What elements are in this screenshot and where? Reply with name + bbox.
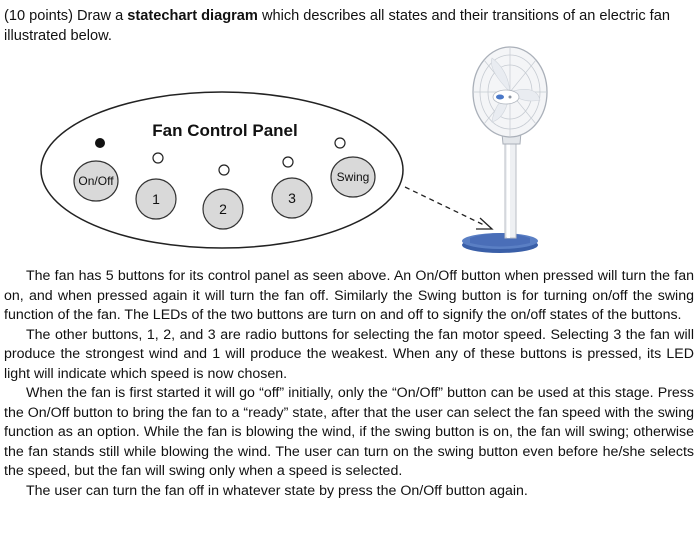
question-bold: statechart diagram: [127, 8, 258, 24]
paragraph-3: When the fan is first started it will go “off” initially, only the “On/Off” button can be used at this stage. Press the On/Off button to bring the fan to a “ready” state, after that the user can select the fan speed with the swing function as an option. While the fan is blowing the wind, if the swing button is on, the fan will swing; otherwise the fan stands still while blowing the wind. The user can turn on the swing button even before he/she selects the speed, but the fan will swing only when a speed is selected.: [4, 385, 694, 479]
speed-3-button[interactable]: [272, 178, 312, 218]
swing-button-label: Swing: [336, 170, 370, 184]
paragraph-4: The user can turn the fan off in whatever state by press the On/Off button again.: [26, 482, 528, 499]
paragraph-1: The fan has 5 buttons for its control panel as seen above. An On/Off button when pressed will turn the fan on, and when pressed again it will turn the fan off. Similarly the Swing button is for turning on/off the swing function of the fan. The LEDs of the two buttons are turn on and off to signify the on/off states of the buttons.: [4, 268, 694, 323]
swing-button[interactable]: [331, 157, 375, 197]
speed-1-button[interactable]: [136, 179, 176, 219]
panel-title: Fan Control Panel: [152, 121, 298, 140]
swing-led: [335, 138, 345, 148]
onoff-led: [95, 138, 105, 148]
speed-2-button[interactable]: [203, 189, 243, 229]
question-suffix: which describes all states and their transitions of an electric fan illustrated below.: [4, 8, 670, 44]
speed2-led: [219, 165, 229, 175]
speed3-led: [283, 157, 293, 167]
onoff-button-label: On/Off: [78, 174, 114, 188]
description-text: [4, 267, 694, 501]
onoff-button[interactable]: [74, 161, 118, 201]
paragraph-2: The other buttons, 1, 2, and 3 are radio buttons for selecting the fan motor speed. Selecting 3 the fan will produce the strongest wind and 1 will produce the weakest. When any of these buttons is pressed, its LED light will indicate which speed is now chosen.: [4, 326, 694, 382]
speed-3-label: 3: [288, 190, 296, 206]
speed-1-label: 1: [152, 191, 160, 207]
dashed-arrow: [405, 187, 486, 226]
electric-fan-picture: [462, 47, 547, 253]
question-prefix: (10 points) Draw a: [4, 8, 128, 24]
speed1-led: [153, 153, 163, 163]
arrowhead-icon: [476, 218, 492, 229]
speed-2-label: 2: [219, 201, 227, 217]
